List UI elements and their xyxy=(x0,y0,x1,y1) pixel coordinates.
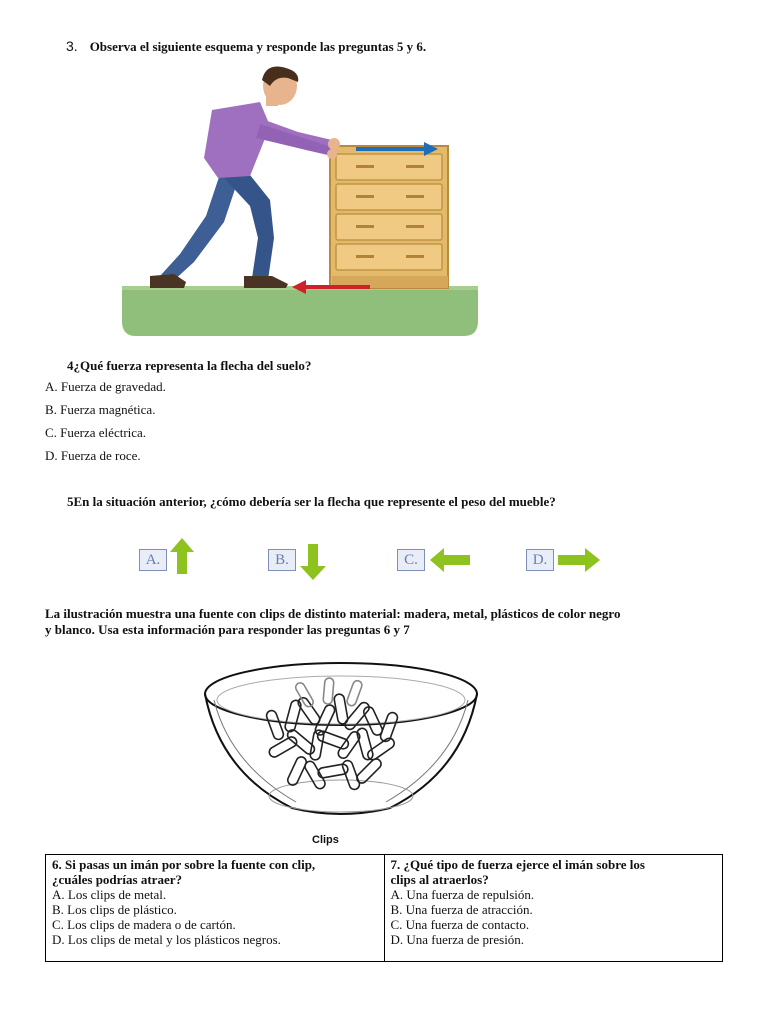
question-7-cell xyxy=(384,855,723,962)
question-6-title-line-2: ¿cuáles podrías atraer? xyxy=(52,872,182,887)
question-4-option-b[interactable]: B. Fuerza magnética. xyxy=(45,402,156,417)
arrow-left-icon xyxy=(430,548,470,572)
question-6-option-a[interactable]: A. Los clips de metal. xyxy=(52,887,167,902)
question-6-title-line-1: 6. Si pasas un imán por sobre la fuente con clip, xyxy=(52,857,316,872)
questions-6-7-table xyxy=(45,854,723,962)
choice-letter: D. xyxy=(526,549,554,571)
arrow-up-icon xyxy=(170,538,194,574)
question-number: 3. xyxy=(66,38,78,54)
dresser xyxy=(330,146,448,288)
question-6-cell xyxy=(46,855,385,962)
question-7-option-b[interactable]: B. Una fuerza de atracción. xyxy=(390,902,533,917)
question-4-option-d[interactable]: D. Fuerza de roce. xyxy=(45,448,141,463)
man-figure xyxy=(150,67,340,289)
question-7-option-a[interactable]: A. Una fuerza de repulsión. xyxy=(390,887,535,902)
choice-letter: C. xyxy=(397,549,425,571)
intro-line-2: y blanco. Usa esta información para responder las preguntas 6 y 7 xyxy=(45,622,410,637)
question-6-option-b[interactable]: B. Los clips de plástico. xyxy=(52,902,177,917)
question-7-title-line-1: 7. ¿Qué tipo de fuerza ejerce el imán sobre los xyxy=(390,857,645,872)
ground xyxy=(122,286,478,336)
question-7-option-c[interactable]: C. Una fuerza de contacto. xyxy=(390,917,530,932)
choice-letter: A. xyxy=(139,549,167,571)
arrow-right-icon xyxy=(558,548,600,572)
choice-letter: B. xyxy=(268,549,296,571)
question-4-option-c[interactable]: C. Fuerza eléctrica. xyxy=(45,425,147,440)
question-3-text: Observa el siguiente esquema y responde las preguntas 5 y 6. xyxy=(89,39,427,54)
bowl-caption: Clips xyxy=(312,834,339,846)
question-5-title: 5En la situación anterior, ¿cómo debería ser la flecha que represente el peso del mueble? xyxy=(67,494,556,509)
question-4-option-a[interactable]: A. Fuerza de gravedad. xyxy=(45,379,166,394)
bowl-with-clips-illustration xyxy=(200,660,482,820)
question-6-option-d[interactable]: D. Los clips de metal y los plásticos negros. xyxy=(52,932,281,947)
man-pushing-dresser-illustration xyxy=(120,66,482,338)
arrow-down-icon xyxy=(300,544,326,580)
question-7-title-line-2: clips al atraerlos? xyxy=(390,872,489,887)
question-6-option-c[interactable]: C. Los clips de madera o de cartón. xyxy=(52,917,236,932)
question-3-heading xyxy=(66,38,426,56)
intro-line-1: La ilustración muestra una fuente con clips de distinto material: madera, metal, plásticos de color negro xyxy=(45,606,621,621)
question-4-title: 4¿Qué fuerza representa la flecha del suelo? xyxy=(67,358,312,373)
question-7-option-d[interactable]: D. Una fuerza de presión. xyxy=(390,932,525,947)
